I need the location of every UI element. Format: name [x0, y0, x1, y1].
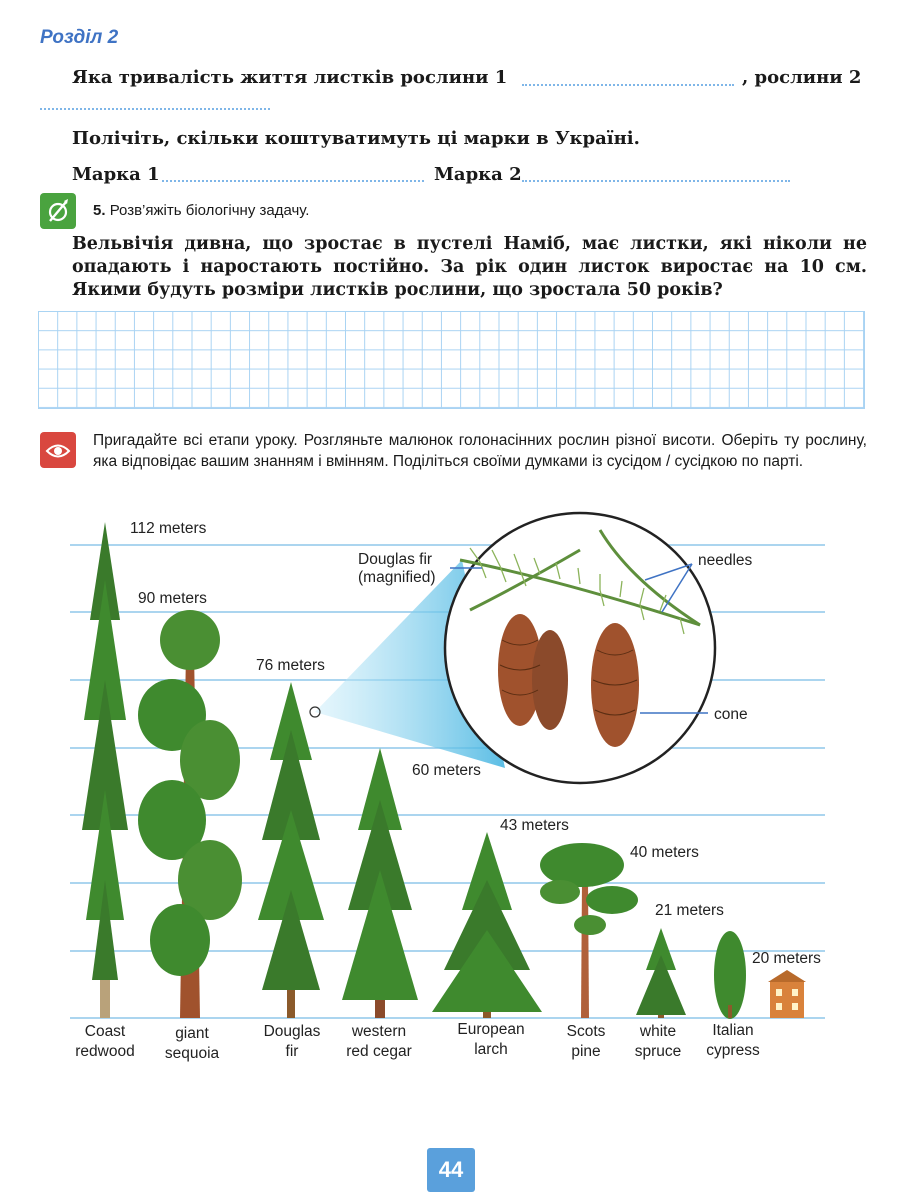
height-label: 60 meters: [412, 762, 481, 779]
tree-name: redwood: [75, 1043, 135, 1060]
tree-name: sequoia: [164, 1045, 220, 1062]
tree-scots-pine: [540, 843, 638, 1018]
height-label: 20 meters: [752, 950, 821, 967]
task-icon: [40, 193, 76, 229]
tree-name: Scots: [566, 1023, 606, 1040]
stamp-2-answer-line[interactable]: [522, 180, 790, 182]
question-leaves: Яка тривалість життя листків рослини 1: [72, 67, 508, 88]
height-label: 43 meters: [500, 817, 569, 834]
tree-name: pine: [571, 1043, 601, 1060]
tree-white-spruce: [636, 928, 686, 1018]
magnified-label-line1: Douglas fir: [358, 551, 433, 568]
magnified-douglas-fir: [445, 513, 715, 783]
stamp-1-label: Марка 1: [72, 164, 160, 185]
question-leaves-mid: , рослини 2: [742, 67, 862, 88]
section-title: Розділ 2: [40, 27, 119, 48]
answer-line-2[interactable]: [40, 108, 270, 110]
pencil-circle-icon: [40, 193, 76, 229]
answer-line-1[interactable]: [522, 84, 734, 86]
task-5-title: Розв’яжіть біологічну задачу.: [109, 202, 310, 219]
tree-coast-redwood: [82, 522, 128, 1018]
tree-name: fir: [285, 1043, 299, 1060]
house-icon: [768, 970, 806, 1018]
task-5-heading: [93, 202, 309, 219]
eye-icon: [40, 432, 76, 468]
needles-label: needles: [698, 552, 753, 569]
tree-giant-sequoia: [138, 610, 242, 1018]
magnified-label-line2: (magnified): [358, 569, 436, 586]
tree-name: giant: [175, 1025, 209, 1042]
tree-name: European: [457, 1021, 525, 1038]
task-5-number: 5.: [93, 202, 106, 219]
cone-label: cone: [714, 706, 748, 723]
height-label: 40 meters: [630, 844, 699, 861]
tree-name: Douglas: [263, 1023, 321, 1040]
height-label: 21 meters: [655, 902, 724, 919]
tree-name: Italian: [712, 1022, 754, 1039]
tree-name: larch: [474, 1041, 508, 1058]
reflection-icon: [40, 432, 76, 468]
reflection-text: Пригадайте всі етапи уроку. Розгляньте малюнок голонасінних рослин різної висоти. Оберіть ту рослину, яка відповідає вашим знанням і вмінням. Поділіться своїми думками із сусідом / сусідкою по парті.: [93, 432, 867, 470]
tree-name: red cegar: [346, 1043, 412, 1060]
page-number: 44: [427, 1148, 475, 1192]
tree-european-larch: [432, 832, 542, 1018]
stamp-1-answer-line[interactable]: [162, 180, 424, 182]
question-stamps: Полічіть, скільки коштуватимуть ці марки в Україні.: [72, 128, 640, 149]
tree-name: white: [639, 1023, 677, 1040]
tree-douglas-fir: [258, 682, 324, 1018]
tree-name: cypress: [706, 1042, 760, 1059]
stamp-2-label: Марка 2: [434, 164, 522, 185]
tree-name: spruce: [634, 1043, 682, 1060]
height-label: 90 meters: [138, 590, 207, 607]
problem-text: Вельвічія дивна, що зростає в пустелі Наміб, має листки, які ніколи не опадають і наростають постійно. За рік один листок виростає на 10 см. Якими будуть розміри листків рослини, що зростала 50 років?: [72, 234, 867, 300]
tree-name: Coast: [84, 1023, 126, 1040]
height-label: 112 meters: [130, 520, 207, 537]
tree-name: western: [351, 1023, 407, 1040]
height-label: 76 meters: [256, 657, 325, 674]
answer-grid[interactable]: [38, 311, 865, 409]
tree-italian-cypress: [714, 931, 746, 1019]
tree-height-figure: [0, 500, 897, 1080]
